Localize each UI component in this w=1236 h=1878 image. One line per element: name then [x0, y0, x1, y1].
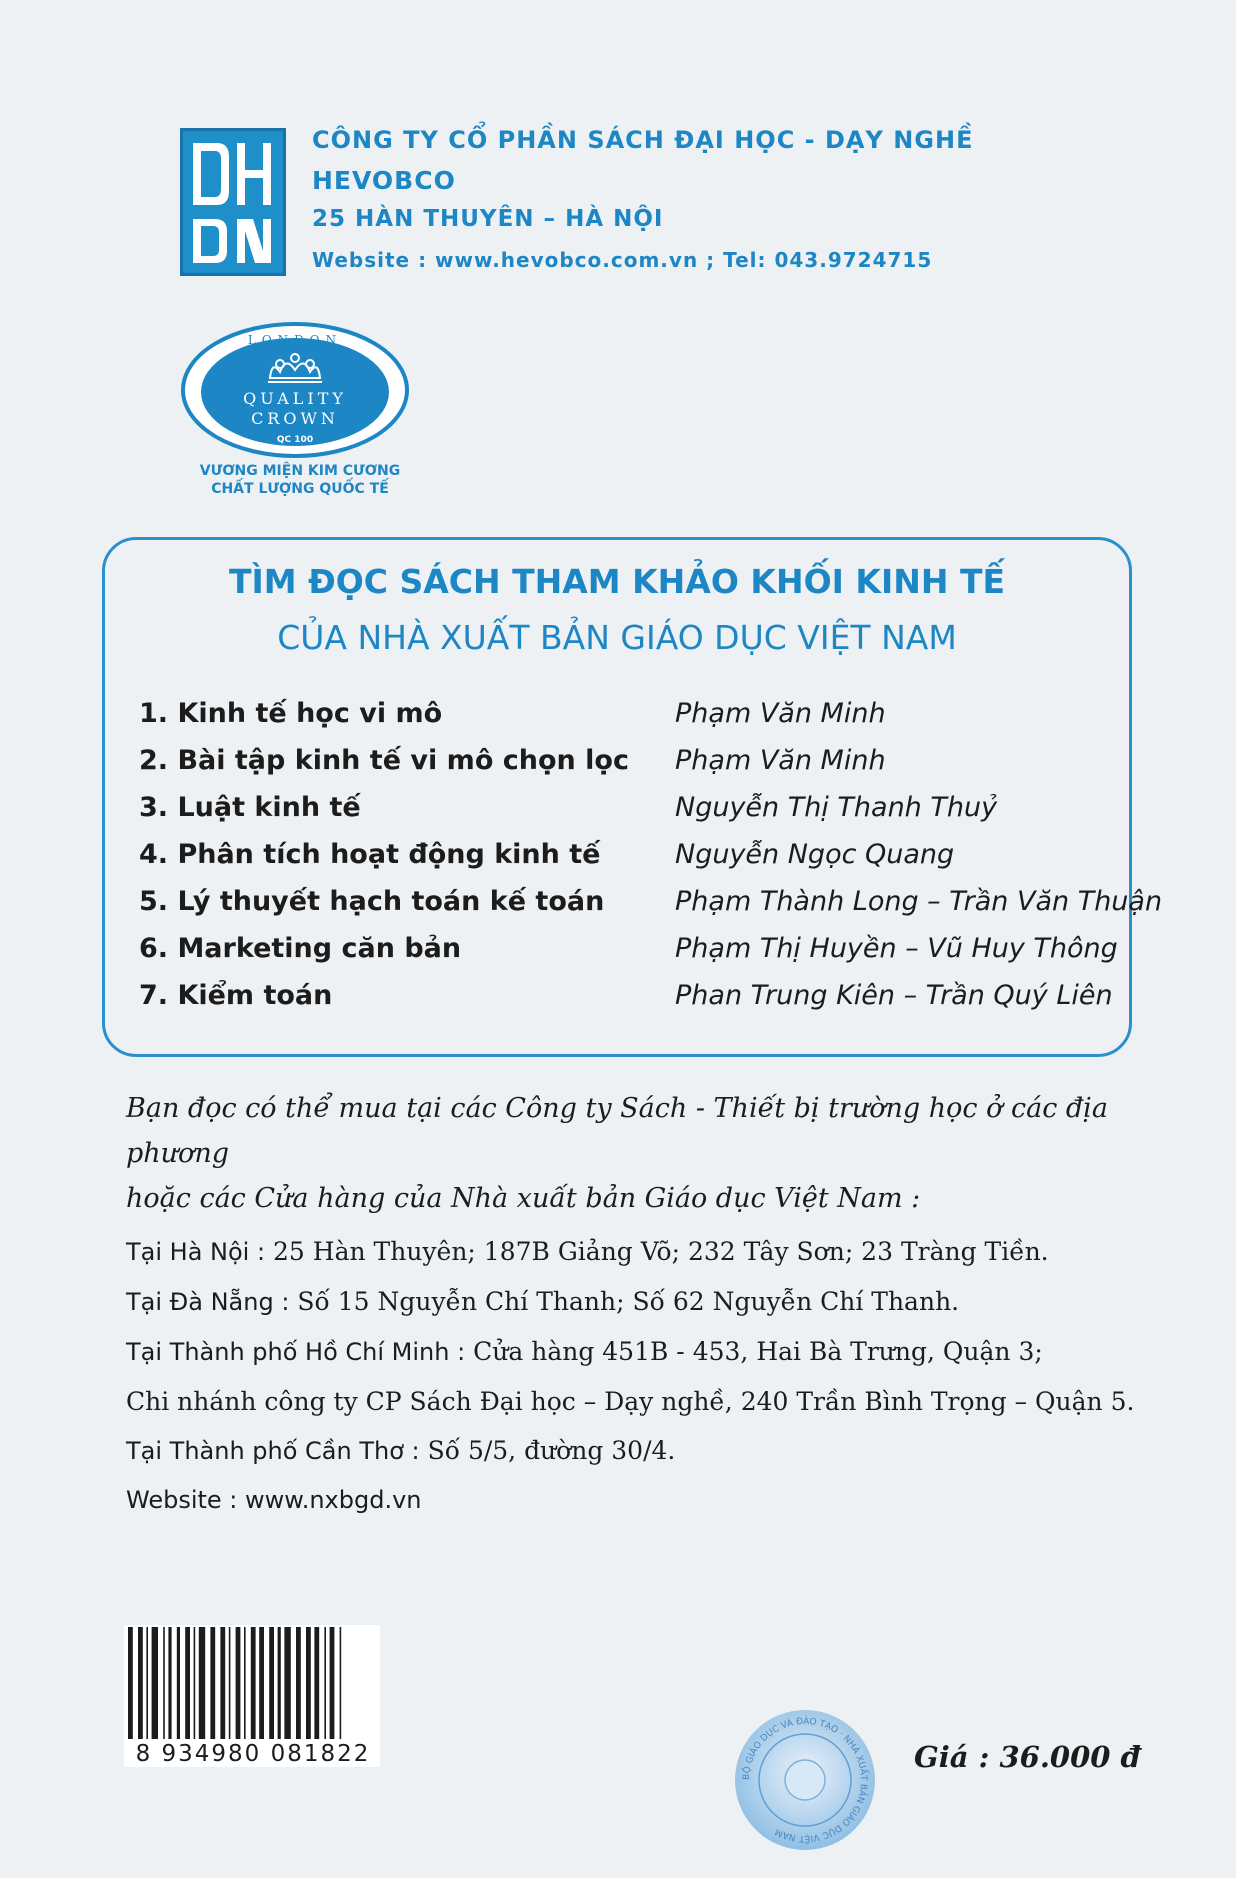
badge-line1: QUALITY — [243, 389, 347, 408]
badge-code: QC 100 — [276, 435, 314, 445]
book-author: Nguyễn Ngọc Quang — [675, 839, 955, 870]
cantho-value: Số 5/5, đường 30/4. — [419, 1436, 676, 1465]
publisher-info — [312, 126, 973, 272]
barcode-bar — [229, 1627, 231, 1739]
barcode-bar — [296, 1627, 301, 1739]
barcode-bar — [278, 1627, 281, 1739]
book-title: 1. Kinh tế học vi mô — [139, 698, 443, 729]
hcm-branch: Chi nhánh công ty CP Sách Đại học – Dạy nghề, 240 Trần Bình Trọng – Quận 5. — [126, 1387, 1135, 1416]
book-title: 5. Lý thuyết hạch toán kế toán — [139, 886, 605, 917]
barcode-bar — [185, 1627, 190, 1739]
badge-caption — [180, 462, 420, 498]
barcode-bar — [146, 1627, 148, 1739]
barcode-bar — [199, 1627, 205, 1739]
book-title: 7. Kiểm toán — [139, 980, 333, 1011]
barcode-bar — [194, 1627, 196, 1739]
badge-top-text: LONDON — [247, 333, 343, 347]
hcm-label: Tại Thành phố Hồ Chí Minh : — [126, 1338, 466, 1366]
badge-caption-line2: CHẤT LƯỢNG QUỐC TẾ — [211, 481, 389, 497]
list-item — [139, 886, 1163, 933]
quality-crown-badge — [180, 320, 410, 460]
hcm-value: Cửa hàng 451B - 453, Hai Bà Trưng, Quận 3; — [465, 1337, 1043, 1366]
cantho-stores — [126, 1426, 1136, 1476]
barcode-bar — [330, 1627, 335, 1739]
barcode-bar — [259, 1627, 264, 1739]
barcode-bar — [340, 1627, 342, 1739]
publisher-name: CÔNG TY CỔ PHẦN SÁCH ĐẠI HỌC - DẠY NGHỀ — [312, 126, 974, 154]
barcode-bar — [306, 1627, 311, 1739]
barcode-bar — [269, 1627, 274, 1739]
price: Giá : 36.000 đ — [914, 1740, 1141, 1774]
list-item — [139, 980, 1113, 1027]
badge-line2: CROWN — [251, 409, 339, 428]
list-item — [139, 933, 1118, 980]
barcode-bar — [324, 1627, 326, 1739]
barcode-bar — [128, 1627, 133, 1739]
books-heading: TÌM ĐỌC SÁCH THAM KHẢO KHỐI KINH TẾ — [228, 562, 1006, 601]
book-title: 2. Bài tập kinh tế vi mô chọn lọc — [139, 745, 629, 776]
list-item — [139, 698, 1099, 745]
barcode-bar — [152, 1627, 158, 1739]
where-to-buy — [126, 1086, 1136, 1525]
publisher-address: 25 HÀN THUYÊN – HÀ NỘI — [312, 206, 664, 232]
recommended-books-box — [102, 537, 1163, 1057]
list-item — [139, 745, 1099, 792]
publisher-short-name: HEVOBCO — [312, 166, 456, 195]
barcode-bar — [314, 1627, 319, 1739]
cantho-label: Tại Thành phố Cần Thơ : — [126, 1437, 420, 1465]
website-link[interactable]: Website : www.nxbgd.vn — [126, 1486, 422, 1514]
book-author: Phạm Thành Long – Trần Văn Thuận — [675, 886, 1163, 917]
list-item — [139, 792, 1099, 839]
buy-intro — [126, 1086, 1136, 1221]
barcode-bar — [284, 1627, 290, 1739]
seal-text: BỘ GIÁO DỤC VÀ ĐÀO TẠO · NHÀ XUẤT BẢN GIÁO DỤC VIỆT NAM — [741, 1716, 869, 1844]
barcode-bar — [244, 1627, 246, 1739]
barcode-bar — [138, 1627, 143, 1739]
publisher-contact: Website : www.hevobco.com.vn ; Tel: 043.9724715 — [312, 248, 933, 272]
barcode-bar — [168, 1627, 171, 1739]
hanoi-value: 25 Hàn Thuyên; 187B Giảng Võ; 232 Tây Sơn; 23 Tràng Tiền. — [265, 1237, 1049, 1266]
barcode-bar — [163, 1627, 165, 1739]
hcm-stores — [126, 1327, 1136, 1377]
hanoi-label: Tại Hà Nội : — [126, 1238, 266, 1266]
barcode-bar — [220, 1627, 225, 1739]
danang-value: Số 15 Nguyễn Chí Thanh; Số 62 Nguyễn Chí Thanh. — [289, 1287, 960, 1316]
book-author: Nguyễn Thị Thanh Thuỷ — [675, 792, 998, 823]
danang-label: Tại Đà Nẵng : — [126, 1288, 290, 1316]
list-item — [139, 839, 1099, 886]
book-title: 3. Luật kinh tế — [139, 792, 361, 823]
book-author: Phạm Văn Minh — [675, 745, 886, 776]
book-author: Phan Trung Kiên – Trần Quý Liên — [675, 980, 1113, 1011]
book-author: Phạm Văn Minh — [675, 698, 886, 729]
barcode-bar — [177, 1627, 180, 1739]
badge-caption-line1: VƯƠNG MIỆN KIM CƯƠNG — [199, 463, 401, 479]
barcode-bar — [210, 1627, 215, 1739]
book-title: 4. Phân tích hoạt động kinh tế — [139, 839, 601, 870]
book-title: 6. Marketing căn bản — [139, 933, 462, 964]
book-list — [139, 698, 1163, 1027]
hologram-seal — [730, 1705, 880, 1855]
barcode-digits: 8 934980 081822 — [135, 1741, 371, 1767]
hanoi-stores — [126, 1227, 1136, 1277]
buy-intro-line2: hoặc các Cửa hàng của Nhà xuất bản Giáo dục Việt Nam : — [126, 1183, 921, 1214]
books-subheading: CỦA NHÀ XUẤT BẢN GIÁO DỤC VIỆT NAM — [277, 618, 957, 657]
book-author: Phạm Thị Huyền – Vũ Huy Thông — [675, 933, 1118, 964]
buy-intro-line1: Bạn đọc có thể mua tại các Công ty Sách - Thiết bị trường học ở các địa phương — [126, 1093, 1108, 1169]
danang-stores — [126, 1277, 1136, 1327]
barcode-bar — [251, 1627, 256, 1739]
publisher-logo — [180, 128, 286, 276]
barcode-bar — [236, 1627, 241, 1739]
